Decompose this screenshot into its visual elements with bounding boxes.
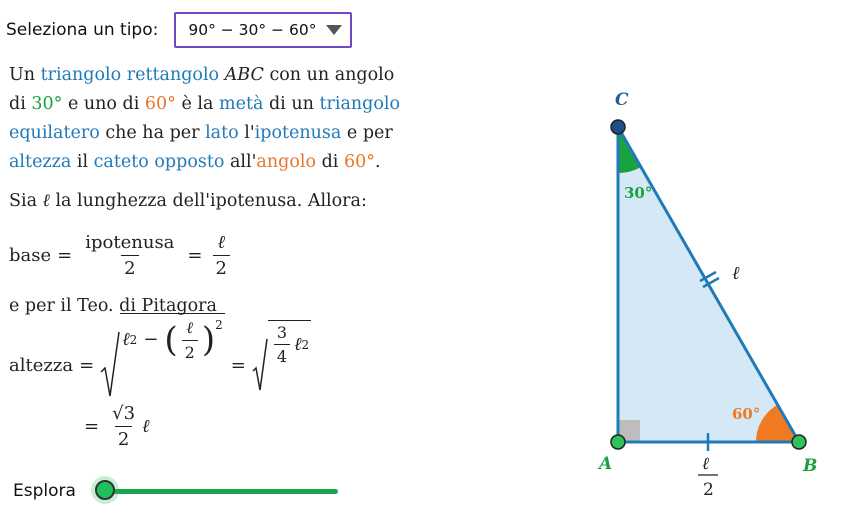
text: con un angolo [263, 65, 395, 85]
text: che ha per [99, 123, 206, 143]
text: è la [175, 94, 219, 114]
description-line-1 [9, 61, 429, 90]
altezza-label: altezza [9, 354, 74, 376]
numerator: ℓ [186, 317, 194, 337]
text: Sia [9, 191, 43, 211]
text: il [71, 152, 94, 172]
type-selector-label: Seleziona un tipo: [6, 20, 159, 40]
vertex-b-label: B [803, 456, 818, 476]
base-formula [9, 232, 234, 279]
text: all' [224, 152, 257, 172]
explore-slider[interactable] [13, 478, 343, 504]
text: l' [238, 123, 255, 143]
type-dropdown[interactable] [174, 12, 352, 48]
right-paren: ) [201, 319, 216, 360]
description-paragraph [9, 61, 429, 177]
radical-sign [100, 330, 120, 400]
description-line-4 [9, 148, 429, 177]
text: la lunghezza dell'ipotenusa. Allora: [49, 191, 367, 211]
base-label: base [9, 245, 52, 266]
term-triangolo: triangolo [319, 94, 401, 114]
radicand-2 [268, 320, 311, 366]
numerator: ipotenusa [85, 232, 175, 253]
term-equilatero: equilatero [9, 123, 100, 143]
radicand-1 [120, 313, 225, 362]
base-label-numerator: ℓ [702, 454, 710, 474]
text: e per [341, 123, 393, 143]
type-selector-row [6, 12, 352, 48]
fraction-ipotenusa-over-2 [82, 232, 177, 279]
term-ipotenusa: ipotenusa [254, 123, 342, 143]
text: di [316, 152, 344, 172]
radical-sign [252, 337, 268, 393]
term-triangolo-rettangolo: triangolo rettangolo [40, 65, 220, 85]
explore-label: Esplora [13, 481, 76, 501]
fraction-sqrt3-over-2 [109, 403, 138, 450]
denominator: 2 [182, 340, 198, 362]
slider-handle[interactable] [95, 480, 115, 500]
equals-sign: = [79, 354, 95, 376]
pitagora-line: e per il Teo. di Pitagora [9, 296, 217, 316]
text: . [374, 152, 381, 172]
fraction-3-over-4 [274, 323, 290, 366]
exponent: 2 [215, 317, 223, 332]
slider-track[interactable] [104, 489, 338, 494]
text: di un [263, 94, 320, 114]
equals-sign: = [57, 245, 73, 266]
denominator: 2 [115, 426, 132, 450]
text: Un [9, 65, 41, 85]
triangle-figure [560, 80, 840, 500]
angle-30-text: 30° [31, 94, 63, 114]
fraction-ell-over-2 [182, 318, 198, 362]
angle-60-label: 60° [732, 405, 761, 423]
intro-line [9, 190, 367, 211]
equals-sign: = [84, 416, 100, 437]
left-paren: ( [164, 319, 178, 360]
chevron-down-icon [326, 25, 342, 35]
hypotenuse-label: ℓ [732, 263, 740, 284]
minus-sign: − [143, 329, 159, 350]
text: di [9, 94, 32, 114]
numerator: 3 [276, 323, 288, 342]
type-dropdown-value: 90° − 30° − 60° [188, 21, 317, 39]
text: e uno di [62, 94, 145, 114]
denominator: 2 [121, 255, 138, 279]
triangle-name: ABC [219, 65, 264, 85]
vertex-c-label: C [615, 90, 629, 110]
vertex-b-point[interactable] [792, 435, 806, 449]
description-line-3 [9, 119, 429, 148]
vertex-a-point[interactable] [611, 435, 625, 449]
angle-30-label: 30° [624, 184, 653, 202]
exponent: 2 [301, 337, 310, 352]
ell-symbol: ℓ [122, 329, 130, 350]
term-angolo: angolo [256, 152, 316, 172]
base-label-denominator: 2 [703, 480, 714, 500]
vertex-a-label: A [599, 454, 613, 474]
ell-symbol: ℓ [294, 334, 302, 355]
term-meta: metà [219, 94, 264, 114]
term-altezza: altezza [9, 152, 72, 172]
equals-sign: = [187, 245, 203, 266]
fraction-ell-over-2 [213, 232, 230, 279]
ell-symbol: ℓ [42, 191, 50, 211]
denominator: 2 [213, 255, 230, 279]
altezza-formula [9, 317, 311, 400]
ell-symbol: ℓ [142, 416, 150, 437]
equals-sign: = [230, 354, 246, 376]
numerator: √3 [112, 403, 136, 424]
exponent: 2 [129, 332, 138, 347]
description-line-2 [9, 90, 429, 119]
altezza-result [78, 403, 150, 450]
vertex-c-point[interactable] [611, 120, 625, 134]
term-lato: lato [205, 123, 239, 143]
numerator: ℓ [217, 232, 225, 253]
angle-60-text: 60° [343, 152, 375, 172]
angle-60-text: 60° [144, 94, 176, 114]
denominator: 4 [274, 344, 290, 366]
term-cateto-opposto: cateto opposto [93, 152, 225, 172]
